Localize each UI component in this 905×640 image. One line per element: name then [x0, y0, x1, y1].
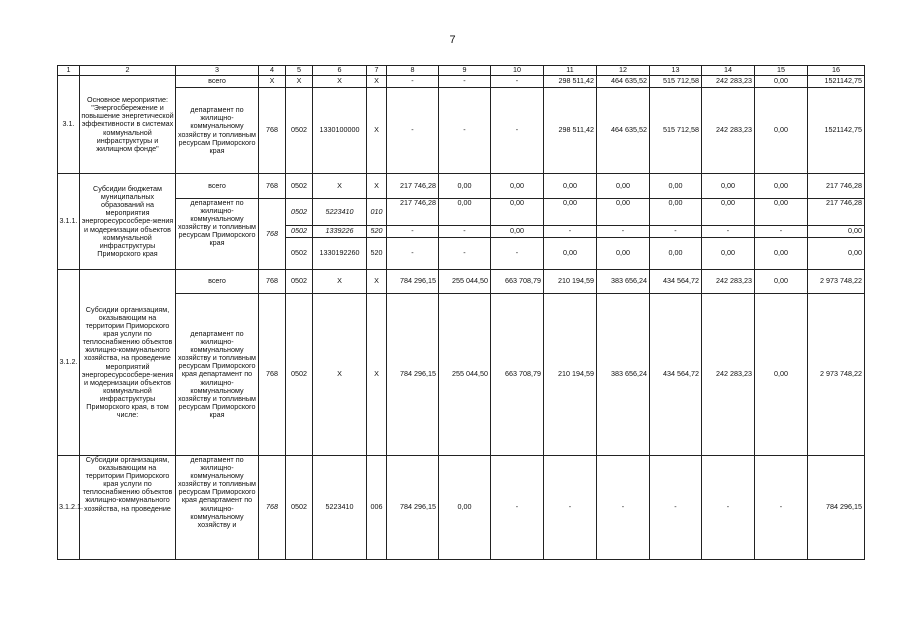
column-header: 12 — [597, 66, 650, 76]
item-name: Субсидии бюджетам муниципальных образований на мероприятия энергоресурсосбере-жения и модернизации объектов коммунальной инфраструктуры Приморского края — [80, 174, 176, 270]
cell: - — [650, 226, 702, 238]
cell: 515 712,58 — [650, 88, 702, 174]
column-header: 3 — [176, 66, 259, 76]
table-row — [58, 174, 865, 199]
cell: 010 — [367, 199, 387, 226]
cell: 663 708,79 — [491, 270, 544, 294]
cell: 255 044,50 — [439, 294, 491, 456]
item-number: 3.1.1. — [58, 174, 80, 270]
budget-table — [57, 65, 865, 560]
column-header: 8 — [387, 66, 439, 76]
cell: 768 — [259, 270, 286, 294]
cell: 242 283,23 — [702, 270, 755, 294]
cell: 0,00 — [597, 238, 650, 270]
cell: 0,00 — [702, 199, 755, 226]
cell: - — [439, 238, 491, 270]
cell: 0,00 — [702, 238, 755, 270]
cell: 2 973 748,22 — [808, 270, 865, 294]
cell: 0502 — [286, 199, 313, 226]
cell: 768 — [259, 456, 286, 560]
cell: - — [544, 226, 597, 238]
cell: - — [387, 226, 439, 238]
item-name: Основное мероприятие: "Энергосбережение и повышение энергетической эффективности в системах коммунальной инфраструктуры и жилищном фонде" — [80, 76, 176, 174]
cell: 768 — [259, 174, 286, 199]
cell: X — [367, 294, 387, 456]
cell: 0,00 — [808, 238, 865, 270]
item-name: Субсидии организациям, оказывающим на территории Приморского края услуги по теплоснабжению объектов жилищно-коммунального хозяйства, на проведение — [80, 456, 176, 560]
cell: 0,00 — [491, 199, 544, 226]
column-header: 5 — [286, 66, 313, 76]
cell: 217 746,28 — [808, 174, 865, 199]
cell: 0,00 — [544, 199, 597, 226]
cell: 0,00 — [597, 174, 650, 199]
cell: 298 511,42 — [544, 88, 597, 174]
cell: - — [544, 456, 597, 560]
column-header: 9 — [439, 66, 491, 76]
cell: департамент по жилищно-коммунальному хозяйству и топливным ресурсам Приморского края — [176, 199, 259, 270]
column-header: 2 — [80, 66, 176, 76]
cell: 1339226 — [313, 226, 367, 238]
page-number: 7 — [449, 34, 456, 46]
cell: - — [387, 76, 439, 88]
cell: 1330100000 — [313, 88, 367, 174]
cell: 0502 — [286, 456, 313, 560]
column-header: 10 — [491, 66, 544, 76]
cell: 217 746,28 — [387, 174, 439, 199]
cell: 0,00 — [702, 174, 755, 199]
cell: 0,00 — [755, 270, 808, 294]
cell: всего — [176, 270, 259, 294]
cell: 520 — [367, 238, 387, 270]
column-header: 15 — [755, 66, 808, 76]
column-header: 14 — [702, 66, 755, 76]
cell: - — [597, 226, 650, 238]
cell: 255 044,50 — [439, 270, 491, 294]
cell: 1330192260 — [313, 238, 367, 270]
cell: X — [313, 76, 367, 88]
cell: 434 564,72 — [650, 270, 702, 294]
header-row — [58, 66, 865, 76]
column-header: 4 — [259, 66, 286, 76]
column-header: 11 — [544, 66, 597, 76]
cell: - — [702, 456, 755, 560]
column-header: 16 — [808, 66, 865, 76]
cell: X — [313, 294, 367, 456]
cell: 784 296,15 — [387, 270, 439, 294]
cell: X — [367, 88, 387, 174]
cell: департамент по жилищно-коммунальному хозяйству и топливным ресурсам Приморского края департамент по жилищно-коммунальному хозяйству и топливным ресурсам Приморского края — [176, 294, 259, 456]
column-header: 7 — [367, 66, 387, 76]
cell: 5223410 — [313, 199, 367, 226]
cell: 210 194,59 — [544, 270, 597, 294]
table-row — [58, 294, 865, 456]
cell: 0,00 — [808, 226, 865, 238]
cell: 0502 — [286, 174, 313, 199]
cell: - — [491, 238, 544, 270]
cell: 217 746,28 — [808, 199, 865, 226]
cell: 0,00 — [491, 226, 544, 238]
cell: 2 973 748,22 — [808, 294, 865, 456]
cell: 0,00 — [755, 294, 808, 456]
cell: X — [286, 76, 313, 88]
cell: 0502 — [286, 238, 313, 270]
cell: X — [313, 174, 367, 199]
cell: - — [387, 238, 439, 270]
table-row — [58, 456, 865, 560]
cell: - — [439, 88, 491, 174]
cell: 0,00 — [650, 174, 702, 199]
cell: 0,00 — [491, 174, 544, 199]
cell: 464 635,52 — [597, 76, 650, 88]
cell: 434 564,72 — [650, 294, 702, 456]
cell: всего — [176, 174, 259, 199]
cell: 0,00 — [755, 199, 808, 226]
cell: 0,00 — [439, 199, 491, 226]
cell: 0,00 — [650, 238, 702, 270]
cell: 520 — [367, 226, 387, 238]
item-number: 3.1. — [58, 76, 80, 174]
cell: всего — [176, 76, 259, 88]
cell: 784 296,15 — [387, 294, 439, 456]
cell: - — [439, 76, 491, 88]
cell: 0,00 — [755, 238, 808, 270]
item-number: 3.1.2. — [58, 270, 80, 456]
cell: 298 511,42 — [544, 76, 597, 88]
cell: - — [387, 88, 439, 174]
cell: 0,00 — [544, 174, 597, 199]
cell: 784 296,15 — [808, 456, 865, 560]
cell: 0502 — [286, 270, 313, 294]
cell: 768 — [259, 88, 286, 174]
cell: 0502 — [286, 88, 313, 174]
cell: 383 656,24 — [597, 294, 650, 456]
cell: - — [491, 456, 544, 560]
cell: 0,00 — [650, 199, 702, 226]
cell: X — [367, 76, 387, 88]
cell: 383 656,24 — [597, 270, 650, 294]
cell: X — [367, 270, 387, 294]
cell: 0,00 — [755, 76, 808, 88]
cell: 5223410 — [313, 456, 367, 560]
cell: 0502 — [286, 294, 313, 456]
cell: департамент по жилищно-коммунальному хозяйству и топливным ресурсам Приморского края департамент по жилищно-коммунальному хозяйству и — [176, 456, 259, 560]
cell: - — [755, 456, 808, 560]
cell: X — [313, 270, 367, 294]
cell: 210 194,59 — [544, 294, 597, 456]
cell: - — [491, 76, 544, 88]
cell: - — [755, 226, 808, 238]
column-header: 6 — [313, 66, 367, 76]
table-row — [58, 199, 865, 226]
cell: 0,00 — [755, 88, 808, 174]
cell: - — [597, 456, 650, 560]
cell: 663 708,79 — [491, 294, 544, 456]
cell: 0,00 — [439, 456, 491, 560]
cell: - — [491, 88, 544, 174]
cell: - — [439, 226, 491, 238]
cell: 0,00 — [597, 199, 650, 226]
table-row — [58, 270, 865, 294]
cell: 768 — [259, 294, 286, 456]
cell: департамент по жилищно-коммунальному хозяйству и топливным ресурсам Приморского края — [176, 88, 259, 174]
cell: 1521142,75 — [808, 76, 865, 88]
item-name: Субсидии организациям, оказывающим на территории Приморского края услуги по теплоснабжению объектов жилищно-коммунального хозяйства, на проведение мероприятий энергоресурсосбере-жения и модернизации объектов коммунальной инфраструктуры Приморского края, в том числе: — [80, 270, 176, 456]
cell: 0,00 — [755, 174, 808, 199]
cell: - — [650, 456, 702, 560]
cell: 242 283,23 — [702, 76, 755, 88]
cell: 242 283,23 — [702, 88, 755, 174]
column-header: 13 — [650, 66, 702, 76]
table-row — [58, 88, 865, 174]
cell: 0,00 — [439, 174, 491, 199]
cell: 784 296,15 — [387, 456, 439, 560]
table-row — [58, 76, 865, 88]
cell: 242 283,23 — [702, 294, 755, 456]
item-number: 3.1.2.1. — [58, 456, 80, 560]
cell: 0502 — [286, 226, 313, 238]
cell: 515 712,58 — [650, 76, 702, 88]
cell: 217 746,28 — [387, 199, 439, 226]
cell: X — [367, 174, 387, 199]
cell: 768 — [259, 199, 286, 270]
column-header: 1 — [58, 66, 80, 76]
cell: 464 635,52 — [597, 88, 650, 174]
cell: 006 — [367, 456, 387, 560]
cell: 1521142,75 — [808, 88, 865, 174]
cell: X — [259, 76, 286, 88]
cell: - — [702, 226, 755, 238]
cell: 0,00 — [544, 238, 597, 270]
